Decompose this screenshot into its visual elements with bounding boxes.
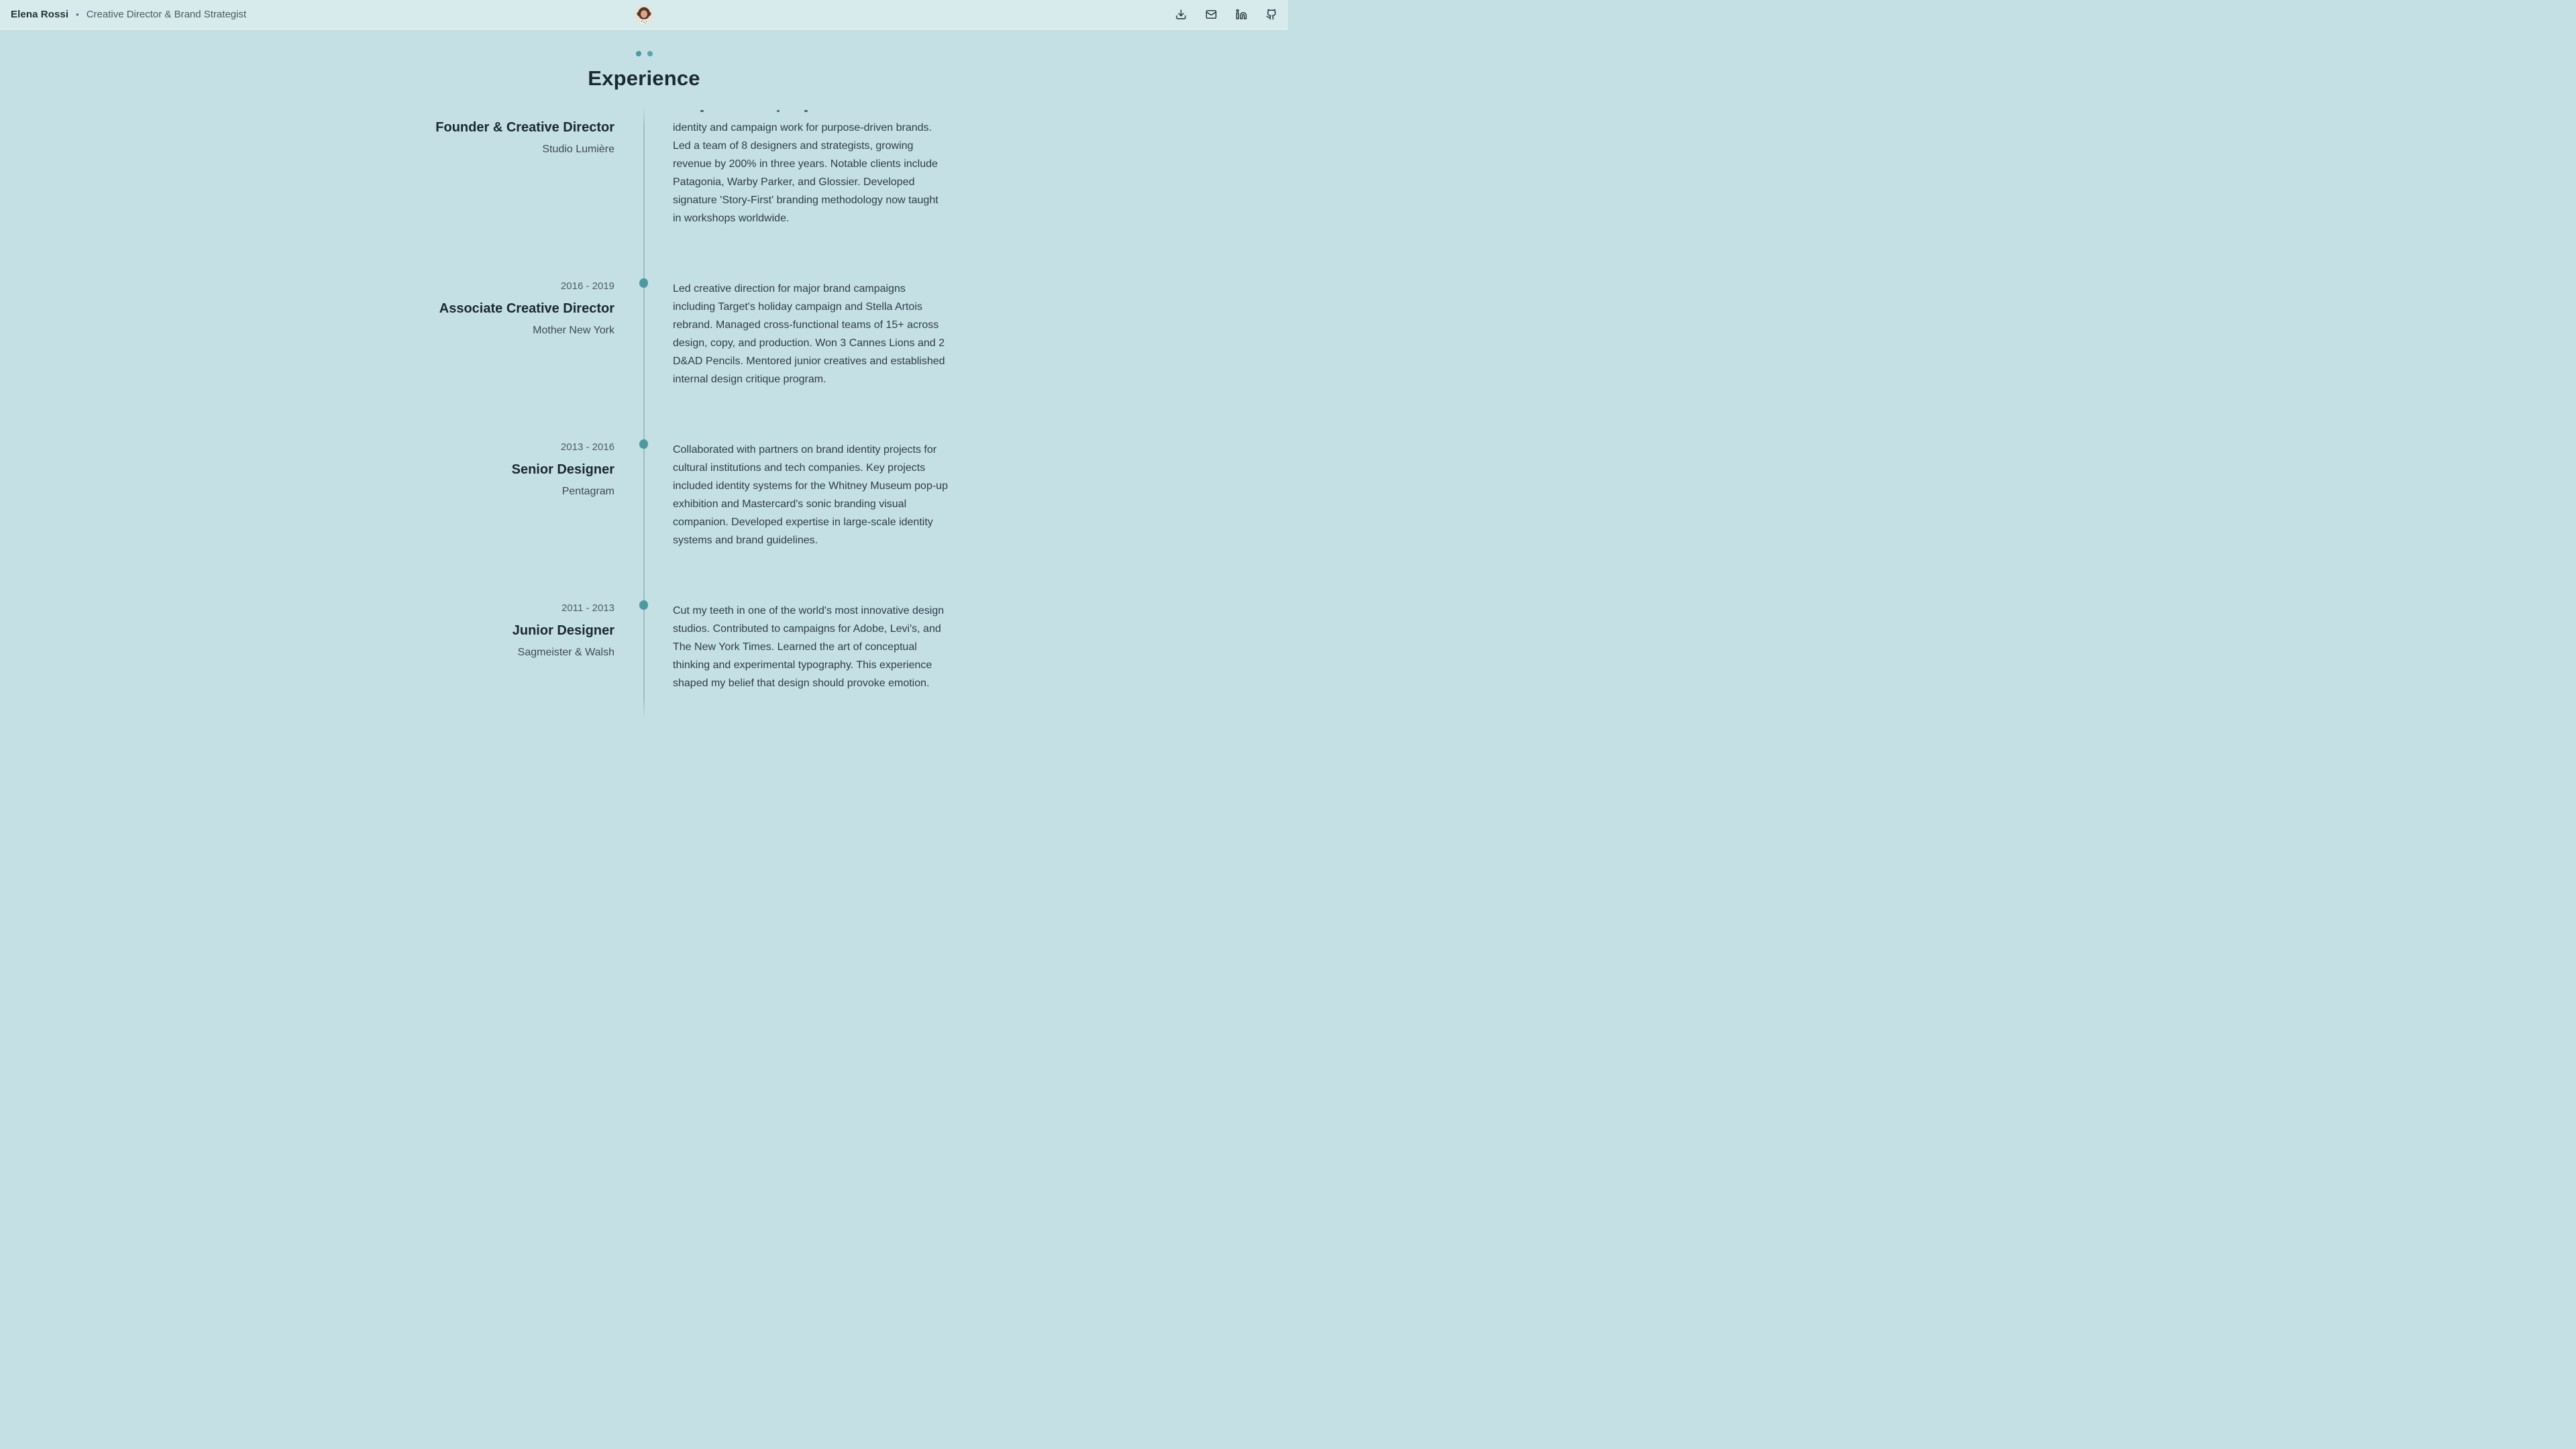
entry-description: identity and campaign work for purpose-driven brands. Led a team of 8 designers and strategists, growing revenue by 200% in three years. Notable clients include Patagonia, Warby Parker, and Glossier. Developed signature 'Story-First' branding methodology now taught in workshops worldwide.: [673, 122, 938, 224]
github-icon[interactable]: [1266, 9, 1277, 20]
experience-timeline: [0, 119, 1288, 692]
timeline-dot: [639, 439, 649, 449]
entry-job-title: Senior Designer: [511, 462, 614, 477]
header-identity: [11, 9, 246, 20]
experience-section: [0, 0, 1288, 692]
entry-meta: [0, 119, 614, 227]
timeline-entry: [0, 280, 1288, 388]
clipped-text-remnant: [673, 110, 949, 113]
download-icon[interactable]: [1175, 9, 1187, 20]
entry-description: Collaborated with partners on brand identity projects for cultural institutions and tech companies. Key projects included identity systems for the Whitney Museum pop-up exhibition and Mastercard's sonic branding visual companion. Developed expertise in large-scale identity systems and brand guidelines.: [673, 444, 948, 546]
owner-role: Creative Director & Brand Strategist: [86, 9, 247, 20]
accent-dot-right: [647, 51, 653, 56]
page-title: Experience: [588, 66, 700, 90]
timeline-entry: [0, 119, 1288, 227]
entry-company: Studio Lumière: [542, 144, 614, 155]
entry-meta: [0, 602, 614, 692]
timeline-entry: [0, 441, 1288, 549]
section-accent-dots: [0, 51, 1288, 56]
entry-description-cell: [673, 602, 949, 692]
mail-icon[interactable]: [1205, 9, 1217, 20]
header-separator-dot: •: [76, 9, 79, 19]
header-actions: [1175, 9, 1277, 20]
portfolio-page: [0, 0, 1288, 724]
entry-job-title: Associate Creative Director: [439, 301, 614, 316]
entry-meta: [0, 280, 614, 388]
owner-name: Elena Rossi: [11, 9, 69, 20]
entry-description-cell: [673, 441, 949, 549]
entry-company: Sagmeister & Walsh: [517, 647, 614, 658]
entry-company: Mother New York: [533, 325, 614, 336]
timeline-dot: [639, 600, 649, 610]
entry-company: Pentagram: [561, 486, 614, 497]
entry-job-title: Founder & Creative Director: [435, 120, 614, 135]
entry-description: Led creative direction for major brand campaigns including Target's holiday campaign and Stella Artois rebrand. Managed cross-functional teams of 15+ across design, copy, and production. Won 3 Cannes Lions and 2 D&AD Pencils. Mentored junior creatives and established internal design critique program.: [673, 283, 945, 385]
entry-job-title: Junior Designer: [512, 623, 614, 638]
entry-meta: [0, 441, 614, 549]
site-header: [0, 0, 1288, 30]
entry-dates: 2016 - 2019: [560, 280, 614, 292]
entry-description-cell: [673, 280, 949, 388]
entry-dates: 2011 - 2013: [561, 602, 614, 614]
avatar[interactable]: [635, 5, 653, 24]
timeline-entry: [0, 602, 1288, 692]
entry-description: Cut my teeth in one of the world's most innovative design studios. Contributed to campaigns for Adobe, Levi's, and The New York Times. Learned the art of conceptual thinking and experimental typography. This experience shaped my belief that design should provoke emotion.: [673, 605, 945, 689]
entry-dates: 2013 - 2016: [560, 441, 614, 453]
timeline-dot: [639, 278, 649, 288]
accent-dot-left: [636, 51, 641, 56]
linkedin-icon[interactable]: [1236, 9, 1247, 20]
entry-description-cell: [673, 119, 949, 227]
